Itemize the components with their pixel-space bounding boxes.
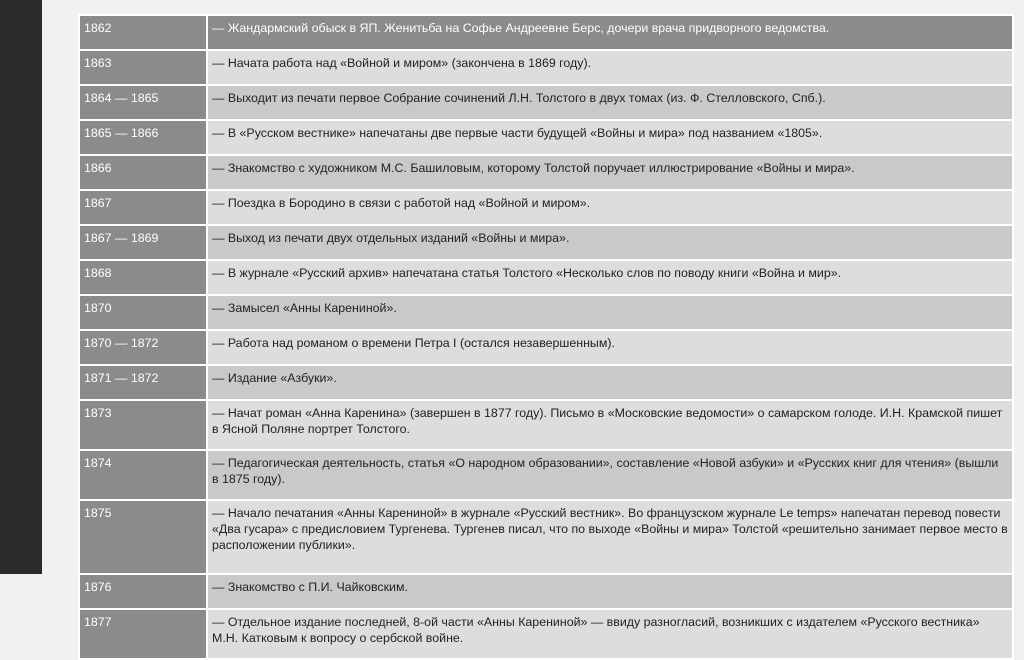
year-cell: 1873 bbox=[79, 400, 207, 450]
event-cell: — Знакомство с П.И. Чайковским. bbox=[207, 574, 1013, 609]
table-row bbox=[79, 330, 1013, 365]
table-row bbox=[79, 225, 1013, 260]
event-cell: — Отдельное издание последней, 8-ой части «Анны Карениной» — ввиду разногласий, возникших с издателем «Русского вестника» М.Н. Катковым к вопросу о сербской войне. bbox=[207, 609, 1013, 659]
event-cell: — Начало печатания «Анны Карениной» в журнале «Русский вестник». Во французском журнале Le temps» напечатан перевод повести «Два гусара» с предисловием Тургенева. Тургенев писал, что по выходе «Войны и мира» Толстой «решительно занимает первое место в расположении публики». bbox=[207, 500, 1013, 574]
table-row bbox=[79, 50, 1013, 85]
table-row bbox=[79, 400, 1013, 450]
table-row bbox=[79, 609, 1013, 659]
year-cell: 1867 — 1869 bbox=[79, 225, 207, 260]
event-cell: — Выход из печати двух отдельных изданий «Войны и мира». bbox=[207, 225, 1013, 260]
year-cell: 1871 — 1872 bbox=[79, 365, 207, 400]
event-cell: — Педагогическая деятельность, статья «О народном образовании», составление «Новой азбуки» и «Русских книг для чтения» (вышли в 1875 году). bbox=[207, 450, 1013, 500]
event-cell: — Жандармский обыск в ЯП. Женитьба на Софье Андреевне Берс, дочери врача придворного ведомства. bbox=[207, 15, 1013, 50]
table-row bbox=[79, 295, 1013, 330]
event-cell: — Знакомство с художником М.С. Башиловым, которому Толстой поручает иллюстрирование «Войны и мира». bbox=[207, 155, 1013, 190]
year-cell: 1864 — 1865 bbox=[79, 85, 207, 120]
table-row bbox=[79, 190, 1013, 225]
year-cell: 1867 bbox=[79, 190, 207, 225]
event-cell: — Начата работа над «Войной и миром» (закончена в 1869 году). bbox=[207, 50, 1013, 85]
year-cell: 1863 bbox=[79, 50, 207, 85]
event-cell: — Замысел «Анны Карениной». bbox=[207, 295, 1013, 330]
table-row bbox=[79, 574, 1013, 609]
timeline-table bbox=[78, 14, 1014, 660]
year-cell: 1875 bbox=[79, 500, 207, 574]
event-cell: — Поездка в Бородино в связи с работой над «Войной и миром». bbox=[207, 190, 1013, 225]
event-cell: — В журнале «Русский архив» напечатана статья Толстого «Несколько слов по поводу книги «Война и мир». bbox=[207, 260, 1013, 295]
table-row bbox=[79, 260, 1013, 295]
event-cell: — Начат роман «Анна Каренина» (завершен в 1877 году). Письмо в «Московские ведомости» о самарском голоде. И.Н. Крамской пишет в Ясной Поляне портрет Толстого. bbox=[207, 400, 1013, 450]
event-cell: — Издание «Азбуки». bbox=[207, 365, 1013, 400]
year-cell: 1870 — 1872 bbox=[79, 330, 207, 365]
event-cell: — В «Русском вестнике» напечатаны две первые части будущей «Войны и мира» под названием «1805». bbox=[207, 120, 1013, 155]
table-row bbox=[79, 365, 1013, 400]
year-cell: 1865 — 1866 bbox=[79, 120, 207, 155]
year-cell: 1874 bbox=[79, 450, 207, 500]
table-row bbox=[79, 450, 1013, 500]
event-cell: — Выходит из печати первое Собрание сочинений Л.Н. Толстого в двух томах (из. Ф. Стелловского, Спб.). bbox=[207, 85, 1013, 120]
event-cell: — Работа над романом о времени Петра I (остался незавершенным). bbox=[207, 330, 1013, 365]
table-row bbox=[79, 500, 1013, 574]
table-row bbox=[79, 155, 1013, 190]
year-cell: 1862 bbox=[79, 15, 207, 50]
year-cell: 1877 bbox=[79, 609, 207, 659]
year-cell: 1866 bbox=[79, 155, 207, 190]
table-row bbox=[79, 120, 1013, 155]
table-row bbox=[79, 15, 1013, 50]
year-cell: 1876 bbox=[79, 574, 207, 609]
year-cell: 1870 bbox=[79, 295, 207, 330]
left-decorative-bar bbox=[0, 0, 42, 574]
year-cell: 1868 bbox=[79, 260, 207, 295]
table-row bbox=[79, 85, 1013, 120]
